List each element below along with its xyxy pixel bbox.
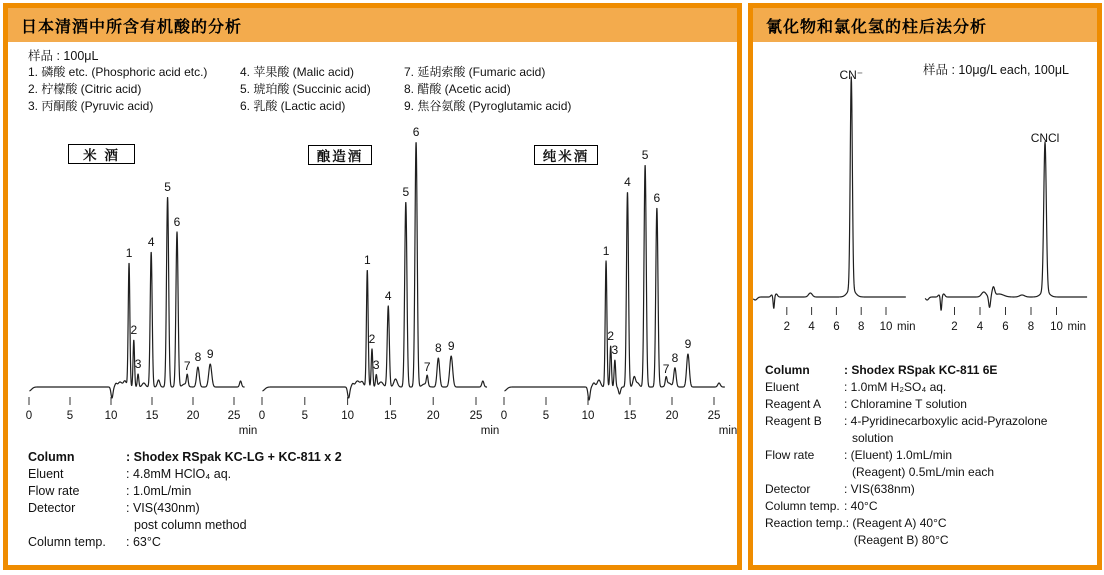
right-sample-note: 样品 : 10μg/L each, 100μL <box>923 63 1069 77</box>
x-tick-label: 10 <box>104 410 118 422</box>
peak-label: 6 <box>653 191 661 205</box>
condition-value <box>844 481 915 498</box>
chromatogram-title-box: 纯米酒 <box>534 145 598 165</box>
chromatogram-cyanogen-chloride <box>918 58 1098 344</box>
peak-label: 2 <box>368 332 376 346</box>
condition-value <box>126 483 191 500</box>
peak-label: CNCl <box>1030 131 1060 145</box>
condition-value <box>844 447 994 481</box>
peak-label: 9 <box>447 339 455 353</box>
condition-value <box>844 362 997 379</box>
condition-value-line: solution <box>852 431 894 445</box>
right-conditions-table <box>765 362 1047 549</box>
x-tick-label: 15 <box>384 410 397 422</box>
x-tick-label: 20 <box>426 410 440 422</box>
chromatogram-brewed-sake <box>254 125 500 438</box>
left-panel <box>3 3 742 570</box>
condition-row <box>28 466 342 483</box>
x-tick-label: 5 <box>301 410 309 422</box>
left-sample-note: 样品 : 100μL <box>28 49 99 63</box>
peak-label: 6 <box>412 125 420 139</box>
condition-label: Flow rate <box>765 448 815 462</box>
condition-row <box>765 481 1047 498</box>
chromatogram-pure-rice-sake <box>490 126 738 438</box>
left-panel-title: 日本清酒中所含有机酸的分析 <box>21 18 243 36</box>
x-tick-label: 4 <box>808 321 815 333</box>
legend-item: 6. 乳酸 (Lactic acid) <box>240 99 346 113</box>
x-tick-label: 0 <box>25 410 33 422</box>
peak-label: 5 <box>164 180 171 194</box>
peak-label: 2 <box>130 323 138 337</box>
condition-value <box>126 466 231 483</box>
peak-label: 6 <box>173 215 181 229</box>
peak-label: 3 <box>372 358 380 372</box>
legend-item: 2. 柠檬酸 (Citric acid) <box>28 82 142 96</box>
condition-label: Column <box>28 450 75 464</box>
condition-label: Reaction temp. <box>765 516 846 530</box>
x-tick-label: 15 <box>145 410 159 422</box>
left-panel-header <box>8 8 737 42</box>
condition-value <box>844 396 967 413</box>
condition-row <box>28 483 342 500</box>
condition-value-line: (Reagent) 0.5mL/min each <box>852 465 995 479</box>
x-tick-label: 2 <box>951 321 958 333</box>
condition-value-line: : 40°C <box>844 499 878 513</box>
condition-row <box>765 396 1047 413</box>
condition-value <box>844 498 877 515</box>
condition-value-line: : Chloramine T solution <box>844 397 967 411</box>
x-axis-unit: min <box>897 321 916 333</box>
condition-label: Flow rate <box>28 484 80 498</box>
legend-item: 4. 苹果酸 (Malic acid) <box>240 65 355 79</box>
peak-label: 9 <box>684 337 692 351</box>
condition-row <box>28 534 342 551</box>
condition-row <box>765 447 1047 481</box>
condition-row <box>765 498 1047 515</box>
peak-label: 5 <box>402 185 410 199</box>
x-tick-label: 25 <box>469 410 483 422</box>
x-axis-unit: min <box>718 425 738 437</box>
condition-value-line: : 4.8mM HClO₄ aq. <box>126 467 232 481</box>
peak-label: 5 <box>641 148 649 162</box>
condition-value-line: : VIS(430nm) <box>126 501 200 515</box>
condition-row <box>765 362 1047 379</box>
legend-item: 3. 丙酮酸 (Pyruvic acid) <box>28 99 154 113</box>
x-tick-label: 6 <box>833 321 840 333</box>
x-tick-label: 8 <box>857 321 865 333</box>
x-tick-label: 2 <box>783 321 791 333</box>
peak-label: 8 <box>434 341 442 355</box>
condition-value-line: : VIS(638nm) <box>844 482 915 496</box>
peak-label: 4 <box>147 235 155 249</box>
chromatogram-rice-wine <box>20 126 256 438</box>
right-panel-title: 氰化物和氯化氢的柱后法分析 <box>766 18 988 36</box>
x-tick-label: 20 <box>665 410 679 422</box>
chromatogram-title-box: 酿造酒 <box>308 145 372 165</box>
condition-value <box>844 379 946 396</box>
peak-label: 7 <box>662 362 670 376</box>
condition-row <box>28 449 342 466</box>
x-axis-unit: min <box>1067 321 1087 333</box>
condition-label: Column <box>765 363 810 377</box>
condition-row <box>765 413 1047 447</box>
x-tick-label: 10 <box>879 321 893 333</box>
chromatogram-title-box: 米 酒 <box>68 144 135 164</box>
chromatogram-cyanide <box>753 58 925 344</box>
x-tick-label: 8 <box>1027 321 1035 333</box>
peak-label: 8 <box>194 350 202 364</box>
x-tick-label: 15 <box>623 410 637 422</box>
legend-item: 5. 琥珀酸 (Succinic acid) <box>240 82 371 96</box>
condition-value <box>844 413 1047 447</box>
peak-label: 7 <box>183 359 191 373</box>
x-tick-label: 5 <box>542 410 550 422</box>
peak-label: 8 <box>671 351 679 365</box>
x-tick-label: 25 <box>707 410 721 422</box>
condition-label: Detector <box>28 501 76 515</box>
condition-row <box>28 500 342 534</box>
peak-label: 7 <box>423 360 431 374</box>
x-axis-unit: min <box>238 425 258 437</box>
condition-value-line: : 63°C <box>126 535 161 549</box>
condition-row <box>765 515 1047 549</box>
right-panel <box>748 3 1102 570</box>
x-tick-label: 5 <box>66 410 74 422</box>
condition-label: Reagent A <box>765 397 822 411</box>
condition-value <box>846 515 949 549</box>
x-tick-label: 6 <box>1002 321 1009 333</box>
condition-label: Column temp. <box>28 535 106 549</box>
condition-value-line: : (Eluent) 1.0mL/min <box>844 448 953 462</box>
condition-label: Detector <box>765 482 811 496</box>
left-conditions-table <box>28 449 342 551</box>
chromatogram-trace <box>753 77 906 308</box>
condition-value <box>126 449 342 466</box>
legend-column <box>404 64 571 115</box>
x-tick-label: 10 <box>341 410 354 422</box>
condition-label: Column temp. <box>765 499 840 513</box>
legend-item: 7. 延胡索酸 (Fumaric acid) <box>404 65 546 79</box>
condition-value-line: (Reagent B) 80°C <box>853 533 949 547</box>
condition-value-line: : Shodex RSpak KC-LG + KC-811 x 2 <box>126 450 342 464</box>
condition-value-line: : 1.0mM H₂SO₄ aq. <box>844 380 947 394</box>
peak-label: 2 <box>607 329 615 343</box>
right-panel-header <box>753 8 1097 42</box>
legend-item: 8. 醋酸 (Acetic acid) <box>404 82 511 96</box>
x-tick-label: 25 <box>227 410 241 422</box>
legend-item: 9. 焦谷氨酸 (Pyroglutamic acid) <box>404 99 572 113</box>
peak-label: 9 <box>206 347 214 361</box>
x-tick-label: 10 <box>1050 321 1063 333</box>
peak-label: 4 <box>624 175 631 189</box>
condition-value-line: : 4-Pyridinecarboxylic acid-Pyrazolone <box>844 414 1048 428</box>
condition-row <box>765 379 1047 396</box>
x-tick-label: 20 <box>186 410 200 422</box>
x-tick-label: 0 <box>258 410 266 422</box>
peak-label: 1 <box>125 246 133 260</box>
x-axis-unit: min <box>480 425 500 437</box>
peak-label: 4 <box>384 289 392 303</box>
condition-label: Reagent B <box>765 414 822 428</box>
x-tick-label: 10 <box>581 410 595 422</box>
condition-label: Eluent <box>765 380 800 394</box>
chromatogram-trace <box>925 142 1087 310</box>
x-tick-label: 0 <box>500 410 508 422</box>
condition-value-line: : (Reagent A) 40°C <box>845 516 947 530</box>
condition-value <box>126 534 161 551</box>
peak-label: 3 <box>134 357 142 371</box>
legend-item: 1. 磷酸 etc. (Phosphoric acid etc.) <box>28 65 208 79</box>
peak-label: 1 <box>602 244 610 258</box>
peak-legend <box>28 64 718 116</box>
legend-column <box>28 64 207 115</box>
condition-value <box>126 500 247 534</box>
condition-value-line: : 1.0mL/min <box>126 484 192 498</box>
peak-label: CN⁻ <box>839 68 864 82</box>
condition-value-line: post column method <box>134 518 247 532</box>
peak-label: 3 <box>611 343 619 357</box>
x-tick-label: 4 <box>976 321 984 333</box>
legend-column <box>240 64 371 115</box>
chromatogram-trace <box>504 166 724 400</box>
condition-label: Eluent <box>28 467 64 481</box>
peak-label: 1 <box>363 253 371 267</box>
condition-value-line: : Shodex RSpak KC-811 6E <box>844 363 998 377</box>
